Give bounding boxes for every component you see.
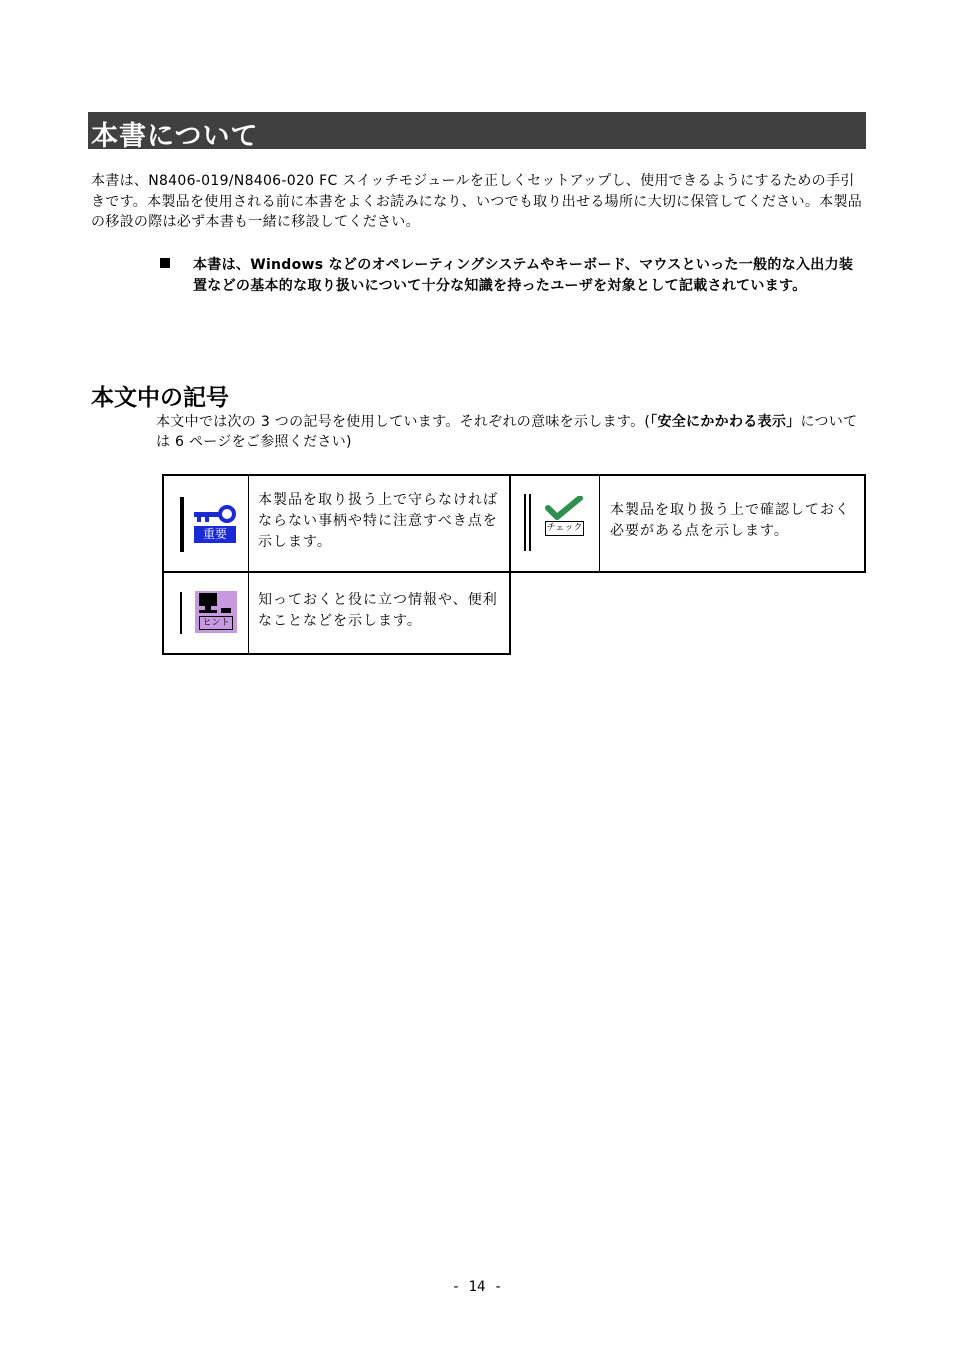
check-margin-bar-2 xyxy=(529,494,531,551)
hint-label: ヒント xyxy=(199,616,233,630)
check-margin-bar-1 xyxy=(524,494,526,551)
square-bullet-icon xyxy=(160,258,170,268)
symbols-description xyxy=(156,412,868,452)
hint-icon xyxy=(195,591,237,633)
check-icon xyxy=(544,496,584,538)
important-margin-bar xyxy=(180,497,184,552)
table-divider-middle xyxy=(509,474,511,573)
bullet-text: 本書は、Windows などのオペレーティングシステムやキーボード、マウスといった一般的な入出力装置などの基本的な取り扱いについて十分な知識を持ったユーザを対象として記載されています。 xyxy=(193,257,854,294)
section-title-bar xyxy=(88,112,866,152)
check-label: チェック xyxy=(545,521,584,536)
page-number: - 14 - xyxy=(451,1279,503,1295)
symbols-desc-bold: 「安全にかかわる表示」 xyxy=(650,414,801,430)
intro-paragraph: 本書は、N8406-019/N8406-020 FC スイッチモジュールを正しくセットアップし、使用できるようにするための手引きです。本製品を使用される前に本書をよくお読みになり、いつでも取り出せる場所に大切に保管してください。本製品の移設の際は必ず本書も一緒に移設してください。 xyxy=(91,173,863,230)
symbols-desc-after: については 6 ページをご参照ください) xyxy=(156,414,858,450)
checkmark-icon xyxy=(544,496,584,520)
section-title: 本書について xyxy=(91,121,259,152)
hint-margin-bar xyxy=(180,592,182,634)
table-divider-icon-right xyxy=(599,474,600,573)
hint-text: 知っておくと役に立つ情報や、便利なことなどを示します。 xyxy=(258,592,498,629)
table-divider-icon-left xyxy=(248,474,249,655)
computer-icon xyxy=(195,591,237,615)
symbols-heading: 本文中の記号 xyxy=(91,385,229,411)
important-label: 重要 xyxy=(194,526,236,543)
important-text: 本製品を取り扱う上で守らなければならない事柄や特に注意すべき点を示します。 xyxy=(258,492,498,550)
important-icon xyxy=(194,504,236,544)
check-text: 本製品を取り扱う上で確認しておく必要がある点を示します。 xyxy=(610,502,850,539)
key-icon xyxy=(194,504,236,524)
symbols-desc-before: 本文中では次の 3 つの記号を使用しています。それぞれの意味を示します。( xyxy=(156,414,651,430)
